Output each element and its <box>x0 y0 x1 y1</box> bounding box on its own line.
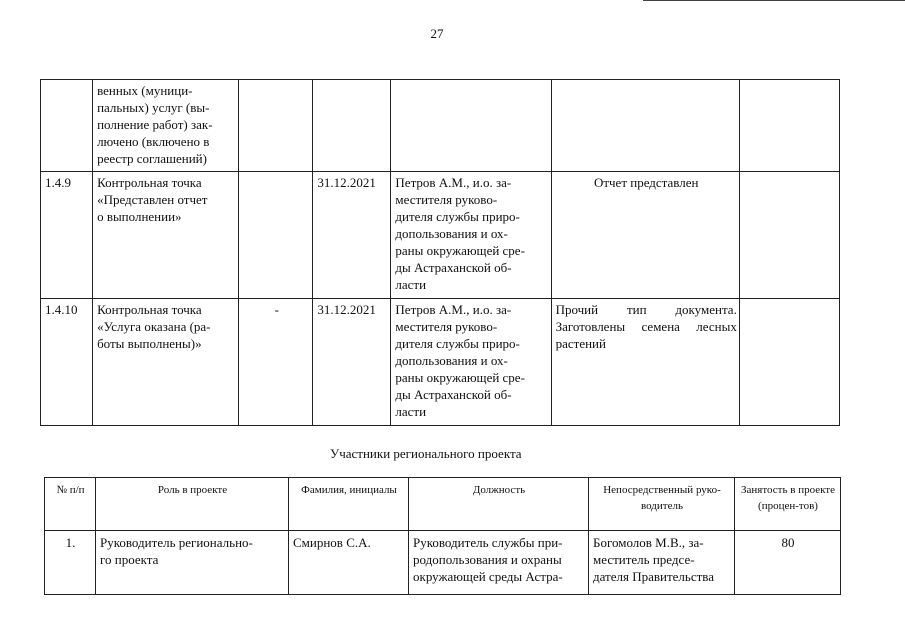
start-date: - <box>239 299 313 426</box>
table-row <box>41 80 840 172</box>
responsible-person <box>391 172 551 299</box>
row-title <box>93 172 239 299</box>
text-line: дителя службы приро- <box>395 209 520 224</box>
table-row <box>41 299 840 426</box>
text-line: «Представлен отчет <box>97 192 208 207</box>
table-row <box>45 531 841 595</box>
extra-cell <box>739 299 839 426</box>
extra-cell <box>739 172 839 299</box>
row-title <box>93 299 239 426</box>
text-line: ласти <box>395 404 427 419</box>
text-line: Руководитель регионально- <box>100 535 253 550</box>
text-line: Руководитель службы при- <box>413 535 563 550</box>
text-line: дителя службы приро- <box>395 336 520 351</box>
result-text: Отчет представлен <box>551 172 739 299</box>
participant-name: Смирнов С.А. <box>289 531 409 595</box>
responsible-person <box>391 80 551 172</box>
text-line: боты выполнены)» <box>97 336 202 351</box>
text-line: го проекта <box>100 552 159 567</box>
text-line: местителя руково- <box>395 192 498 207</box>
text-line: венных (муници- <box>97 83 193 98</box>
text-line: пальных) услуг (вы- <box>97 100 210 115</box>
text-line: Петров А.М., и.о. за- <box>395 175 512 190</box>
participant-position <box>409 531 589 595</box>
text-line: «Услуга оказана (ра- <box>97 319 211 334</box>
text-line: окружающей среды Астра- <box>413 569 563 584</box>
header-position: Должность <box>409 478 589 531</box>
header-name: Фамилия, инициалы <box>289 478 409 531</box>
top-rule <box>643 0 905 1</box>
participant-num: 1. <box>45 531 96 595</box>
start-date <box>239 80 313 172</box>
row-number: 1.4.9 <box>41 172 93 299</box>
extra-cell <box>739 80 839 172</box>
text-line: ды Астраханской об- <box>395 260 512 275</box>
row-title <box>93 80 239 172</box>
text-line: Контрольная точка <box>97 302 202 317</box>
text-line: дателя Правительства <box>593 569 715 584</box>
text-line: о выполнении» <box>97 209 182 224</box>
result-text: Прочий тип документа. Заготовлены семена лесных растений <box>551 299 739 426</box>
text-line: Богомолов М.В., за- <box>593 535 704 550</box>
page-number: 27 <box>430 26 444 41</box>
text-line: лючено (включено в <box>97 134 210 149</box>
start-date <box>239 172 313 299</box>
table-row <box>41 172 840 299</box>
header-role: Роль в проекте <box>96 478 289 531</box>
text-line: меститель предсе- <box>593 552 695 567</box>
text-line: родопользования и охраны <box>413 552 562 567</box>
header-load: Занятость в проекте (процен-тов) <box>735 478 841 531</box>
header-supervisor: Непосредственный руко-водитель <box>589 478 735 531</box>
header-num: № п/п <box>45 478 96 531</box>
text-line: допользования и ох- <box>395 353 508 368</box>
end-date: 31.12.2021 <box>313 172 391 299</box>
text-line: ласти <box>395 277 427 292</box>
control-points-table <box>40 79 840 426</box>
end-date <box>313 80 391 172</box>
text-line: полнение работ) зак- <box>97 117 213 132</box>
participant-role <box>96 531 289 595</box>
text-line: раны окружающей сре- <box>395 243 525 258</box>
result-text <box>551 80 739 172</box>
text-line: местителя руково- <box>395 319 498 334</box>
row-number: 1.4.10 <box>41 299 93 426</box>
participant-load: 80 <box>735 531 841 595</box>
text-line: допользования и ох- <box>395 226 508 241</box>
participants-heading: Участники регионального проекта <box>330 446 522 461</box>
text-line: ды Астраханской об- <box>395 387 512 402</box>
text-line: реестр соглашений) <box>97 151 207 166</box>
text-line: раны окружающей сре- <box>395 370 525 385</box>
row-number <box>41 80 93 172</box>
text-line: Контрольная точка <box>97 175 202 190</box>
text-line: Петров А.М., и.о. за- <box>395 302 512 317</box>
participants-table <box>44 477 841 595</box>
responsible-person <box>391 299 551 426</box>
end-date: 31.12.2021 <box>313 299 391 426</box>
table-header-row <box>45 478 841 531</box>
participant-supervisor <box>589 531 735 595</box>
